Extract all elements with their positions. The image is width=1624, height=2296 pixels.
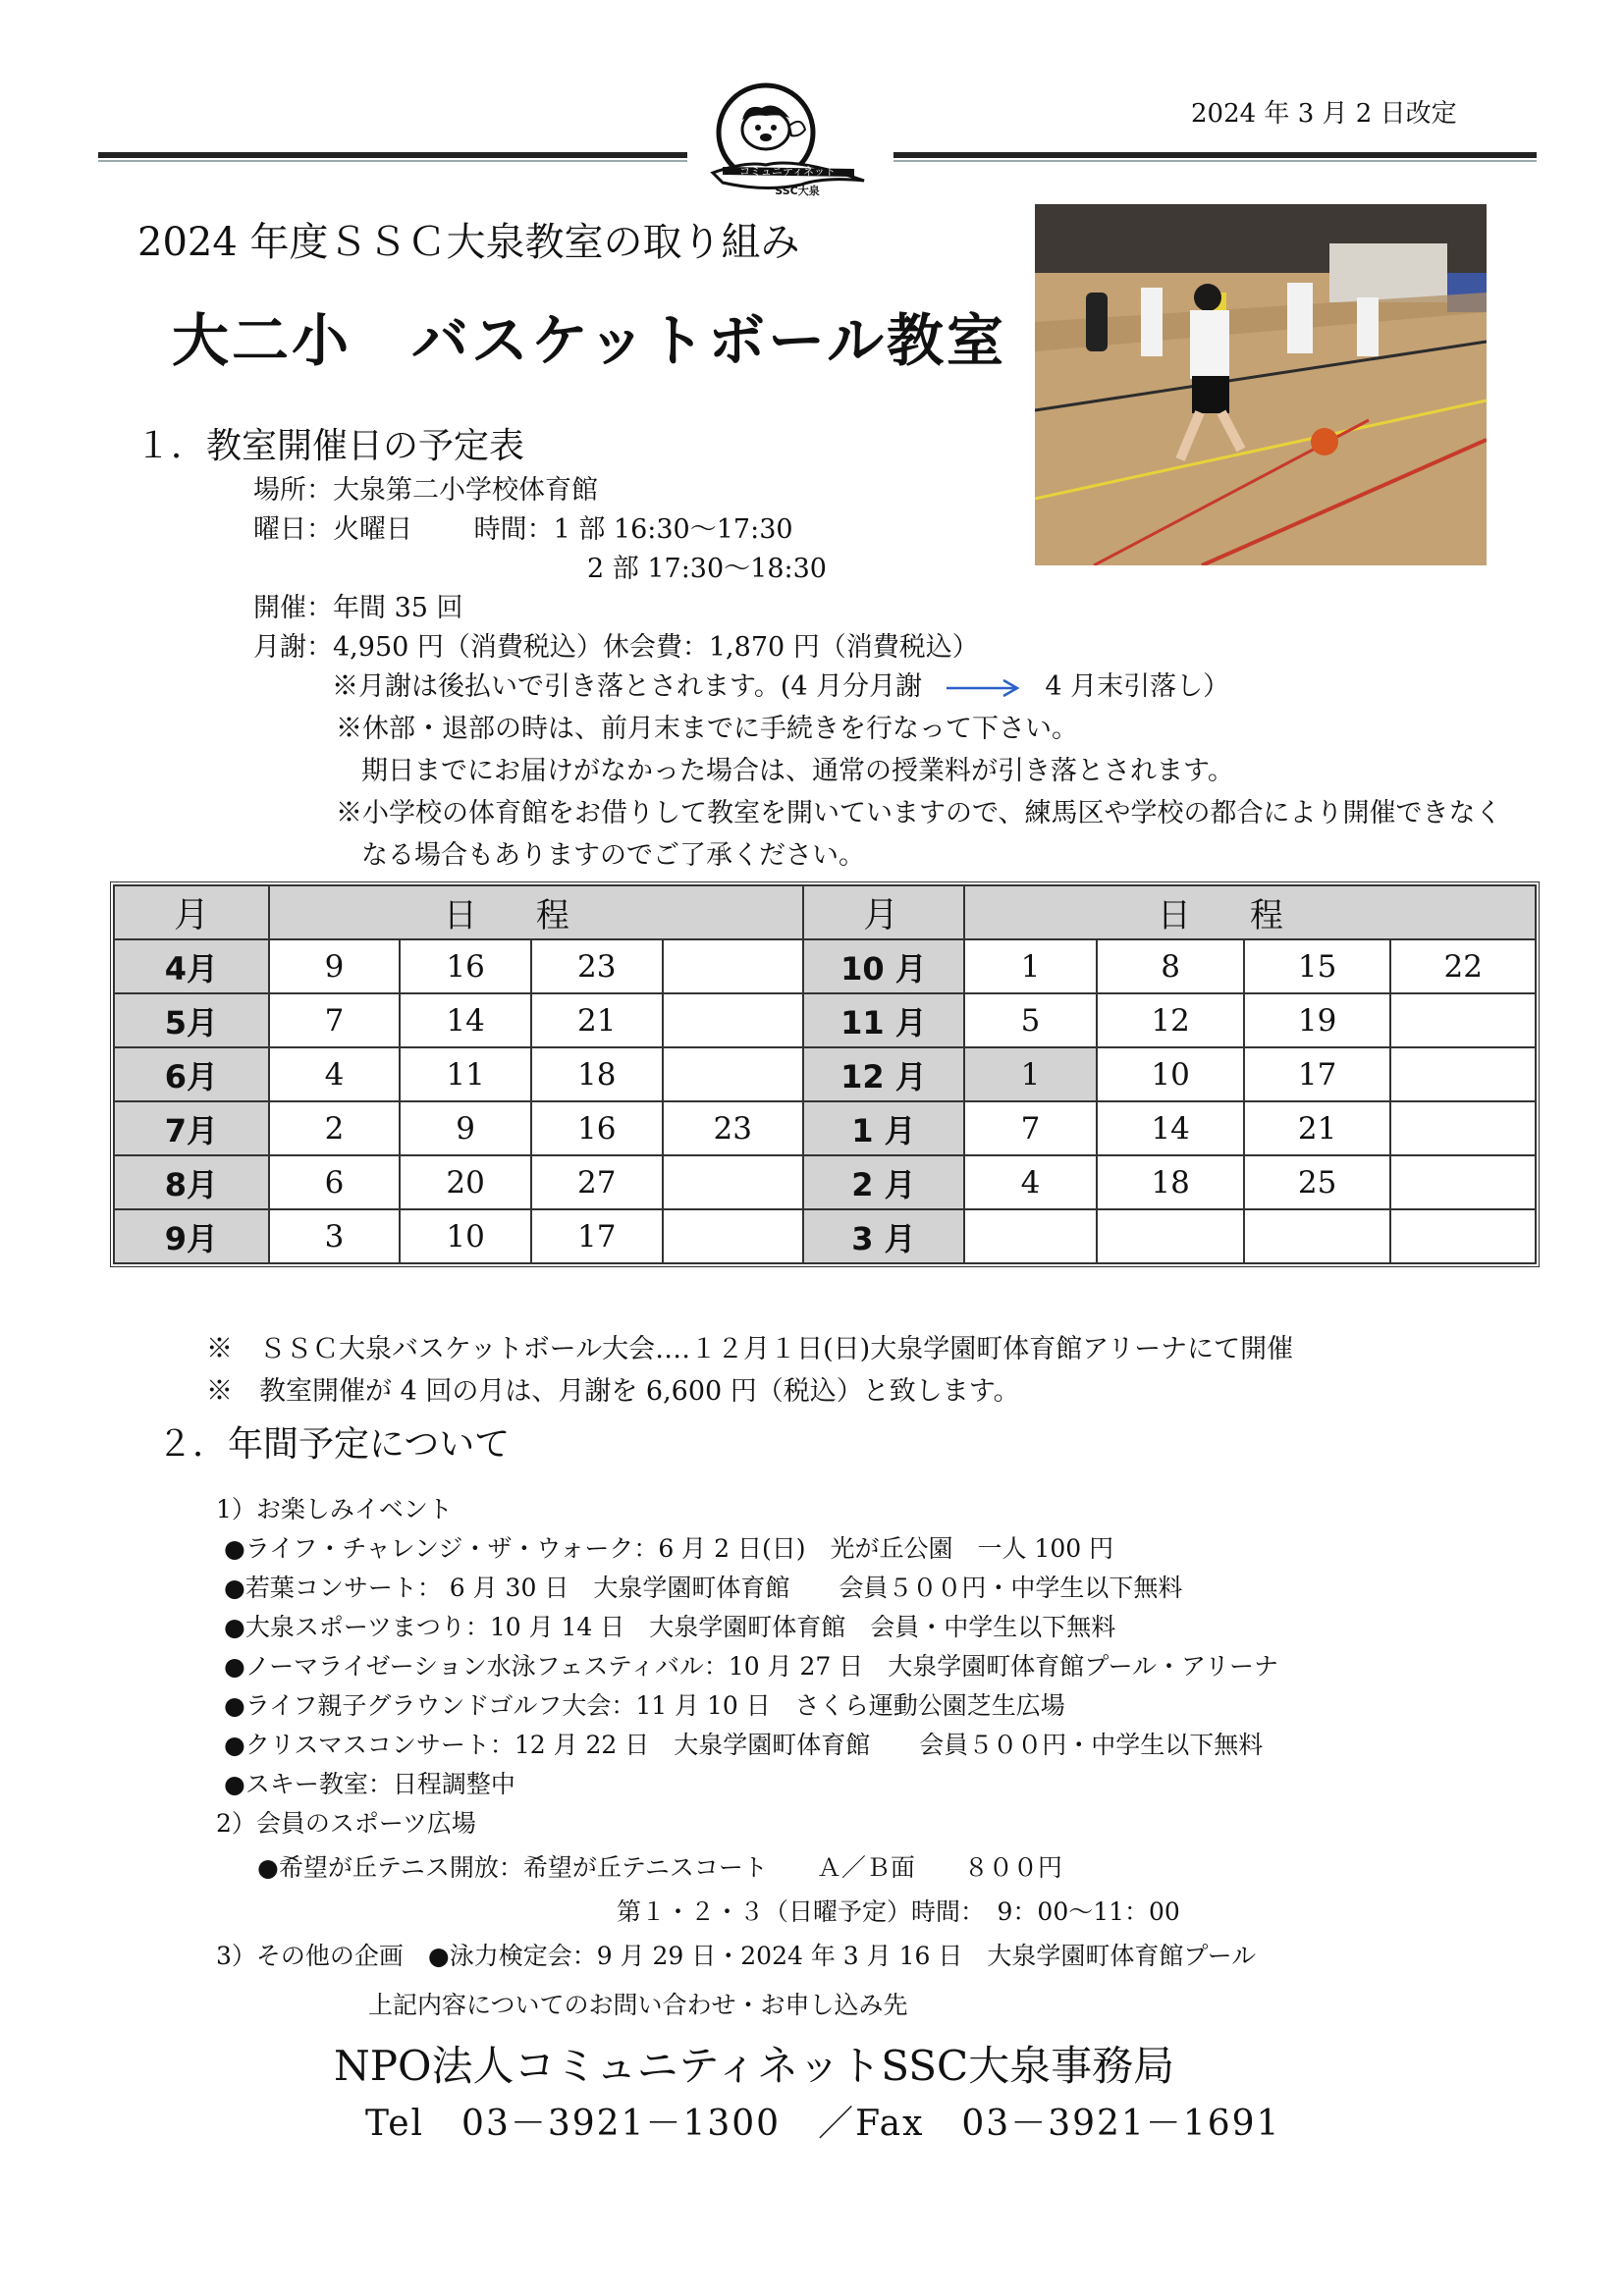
date-cell: 4 — [269, 1047, 401, 1101]
date-cell: 10 — [400, 1209, 531, 1263]
date-cell: 16 — [531, 1101, 663, 1155]
session-count-text: 開催：年間 35 回 — [253, 593, 463, 623]
event-item: ●スキー教室：日程調整中 — [224, 1770, 515, 1798]
date-cell: 15 — [1244, 939, 1391, 993]
header-rule-left — [98, 152, 687, 158]
date-cell: 21 — [531, 993, 663, 1047]
four-session-fee-note: ※ 教室開催が 4 回の月は、月謝を 6,600 円（税込）と致します。 — [206, 1376, 1020, 1407]
date-cell: 17 — [531, 1209, 663, 1263]
date-cell: 21 — [1244, 1101, 1391, 1155]
date-cell — [663, 993, 804, 1047]
date-cell: 8 — [1097, 939, 1244, 993]
month-cell: 7月 — [114, 1101, 269, 1155]
month-cell: 9月 — [114, 1209, 269, 1263]
contact-organization: NPO法人コミュニティネットSSC大泉事務局 — [334, 2042, 1175, 2090]
logo-text-top: コミュニティネット — [739, 165, 836, 178]
event-item: ●クリスマスコンサート：12 月 22 日 大泉学園町体育館 会員５００円・中学生以下無料 — [224, 1731, 1264, 1759]
date-cell: 27 — [531, 1155, 663, 1209]
schedule-row — [114, 993, 1536, 1047]
fee-text: 月謝：4,950 円（消費税込）休会費：1,870 円（消費税込） — [253, 632, 979, 663]
date-cell: 11 — [400, 1047, 531, 1101]
date-cell — [1390, 1101, 1536, 1155]
section1-heading: １．教室開催日の予定表 — [135, 426, 525, 466]
event-item: ●ノーマライゼーション水泳フェスティバル：10 月 27 日 大泉学園町体育館プール・アリーナ — [224, 1652, 1279, 1681]
date-cell: 10 — [1097, 1047, 1244, 1101]
date-cell: 23 — [663, 1101, 804, 1155]
payment-note-start: ※月謝は後払いで引き落とされます。(4 月分月謝 — [332, 671, 923, 702]
month-cell: 10 月 — [803, 939, 964, 993]
event-item: ●若葉コンサート： 6 月 30 日 大泉学園町体育館 会員５００円・中学生以下無料 — [224, 1574, 1183, 1602]
venue-text: 場所：大泉第二小学校体育館 — [253, 475, 598, 506]
month-cell: 5月 — [114, 993, 269, 1047]
contact-lead: 上記内容についてのお問い合わせ・お申し込み先 — [368, 1991, 908, 2019]
month-cell: 12 月 — [803, 1047, 964, 1101]
date-cell: 22 — [1390, 939, 1536, 993]
header-days-left: 日程 — [269, 885, 803, 939]
tennis-item: ●希望が丘テニス開放：希望が丘テニスコート Ａ／Ｂ面 ８００円 — [257, 1853, 1062, 1882]
organization-logo — [707, 79, 874, 206]
header-month-left: 月 — [114, 885, 269, 939]
page-title: 大二小 バスケットボール教室 — [172, 307, 1006, 374]
header-month-right: 月 — [803, 885, 964, 939]
schedule-table — [110, 881, 1540, 1267]
contact-phone-fax: Tel 03－3921－1300 ／Fax 03－3921－1691 — [365, 2104, 1281, 2144]
section2-heading: ２．年間予定について — [157, 1424, 511, 1465]
other-plans-item: 3）その他の企画 ●泳力検定会：9 月 29 日・2024 年 3 月 16 日 大泉学園町体育館プール — [216, 1942, 1257, 1970]
event-item: ●ライフ親子グラウンドゴルフ大会：11 月 10 日 さくら運動公園芝生広場 — [224, 1691, 1065, 1720]
event-item: ●ライフ・チャレンジ・ザ・ウォーク：6 月 2 日(日) 光が丘公園 一人 100 円 — [224, 1534, 1114, 1563]
date-cell: 20 — [400, 1155, 531, 1209]
date-cell: 16 — [400, 939, 531, 993]
header-days-right: 日程 — [964, 885, 1536, 939]
date-cell: 9 — [269, 939, 401, 993]
date-cell — [1097, 1209, 1244, 1263]
schedule-row — [114, 939, 1536, 993]
gym-note-continued: なる場合もありますのでご了承ください。 — [361, 840, 865, 871]
date-cell: 4 — [964, 1155, 1098, 1209]
date-cell — [964, 1209, 1098, 1263]
month-cell: 1 月 — [803, 1101, 964, 1155]
date-cell: 18 — [531, 1047, 663, 1101]
withdrawal-note: ※休部・退部の時は、前月末までに手続きを行なって下さい。 — [336, 714, 1078, 744]
gym-note: ※小学校の体育館をお借りして教室を開いていますので、練馬区や学校の都合により開催できなく — [336, 798, 1502, 828]
month-cell: 4月 — [114, 939, 269, 993]
payment-note-end: 4 月末引落し） — [1045, 671, 1230, 702]
date-cell — [663, 939, 804, 993]
deadline-note: 期日までにお届けがなかった場合は、通常の授業料が引き落とされます。 — [361, 756, 1234, 786]
date-cell: 7 — [964, 1101, 1098, 1155]
sports-plaza-subheading: 2）会員のスポーツ広場 — [216, 1809, 476, 1838]
events-subheading: 1）お楽しみイベント — [216, 1495, 453, 1523]
payment-note — [332, 665, 1229, 703]
month-cell: 8月 — [114, 1155, 269, 1209]
logo-text-bottom: SSC大泉 — [775, 185, 820, 197]
event-item: ●大泉スポーツまつり：10 月 14 日 大泉学園町体育館 会員・中学生以下無料 — [224, 1613, 1116, 1641]
date-cell: 9 — [400, 1101, 531, 1155]
day-time-text: 曜日：火曜日 時間：1 部 16:30～17:30 — [253, 514, 793, 545]
month-cell: 3 月 — [803, 1209, 964, 1263]
date-cell: 12 — [1097, 993, 1244, 1047]
date-cell — [1390, 1047, 1536, 1101]
schedule-header-row — [114, 885, 1536, 939]
schedule-row — [114, 1101, 1536, 1155]
date-cell — [663, 1155, 804, 1209]
date-cell: 3 — [269, 1209, 401, 1263]
date-cell — [663, 1047, 804, 1101]
date-cell: 5 — [964, 993, 1098, 1047]
date-cell: 23 — [531, 939, 663, 993]
date-cell: 19 — [1244, 993, 1391, 1047]
page-subtitle: 2024 年度ＳＳＣ大泉教室の取り組み — [137, 220, 800, 265]
month-cell: 6月 — [114, 1047, 269, 1101]
date-cell: 18 — [1097, 1155, 1244, 1209]
date-cell: 2 — [269, 1101, 401, 1155]
schedule-row — [114, 1155, 1536, 1209]
basketball-class-photo — [1035, 204, 1487, 565]
date-cell: 25 — [1244, 1155, 1391, 1209]
date-cell-highlighted: 1 — [964, 1047, 1098, 1101]
schedule-row — [114, 1047, 1536, 1101]
second-session-time: 2 部 17:30～18:30 — [587, 554, 827, 584]
date-cell: 14 — [400, 993, 531, 1047]
date-cell — [1390, 1155, 1536, 1209]
date-cell: 7 — [269, 993, 401, 1047]
month-cell: 2 月 — [803, 1155, 964, 1209]
tournament-note: ※ ＳＳＣ大泉バスケットボール大会‥‥１２月１日(日)大泉学園町体育館アリーナにて開催 — [206, 1334, 1294, 1364]
date-cell: 14 — [1097, 1101, 1244, 1155]
arrow-right-icon — [945, 677, 1023, 699]
date-cell — [663, 1209, 804, 1263]
date-cell: 17 — [1244, 1047, 1391, 1101]
date-cell — [1390, 993, 1536, 1047]
header-rule-right — [893, 152, 1537, 158]
date-cell: 6 — [269, 1155, 401, 1209]
revision-date: 2024 年 3 月 2 日改定 — [1191, 99, 1457, 129]
schedule-row — [114, 1209, 1536, 1263]
date-cell — [1244, 1209, 1391, 1263]
date-cell: 1 — [964, 939, 1098, 993]
tennis-time: 第１・２・３（日曜予定）時間： 9：00～11：00 — [617, 1897, 1180, 1926]
date-cell — [1390, 1209, 1536, 1263]
month-cell: 11 月 — [803, 993, 964, 1047]
